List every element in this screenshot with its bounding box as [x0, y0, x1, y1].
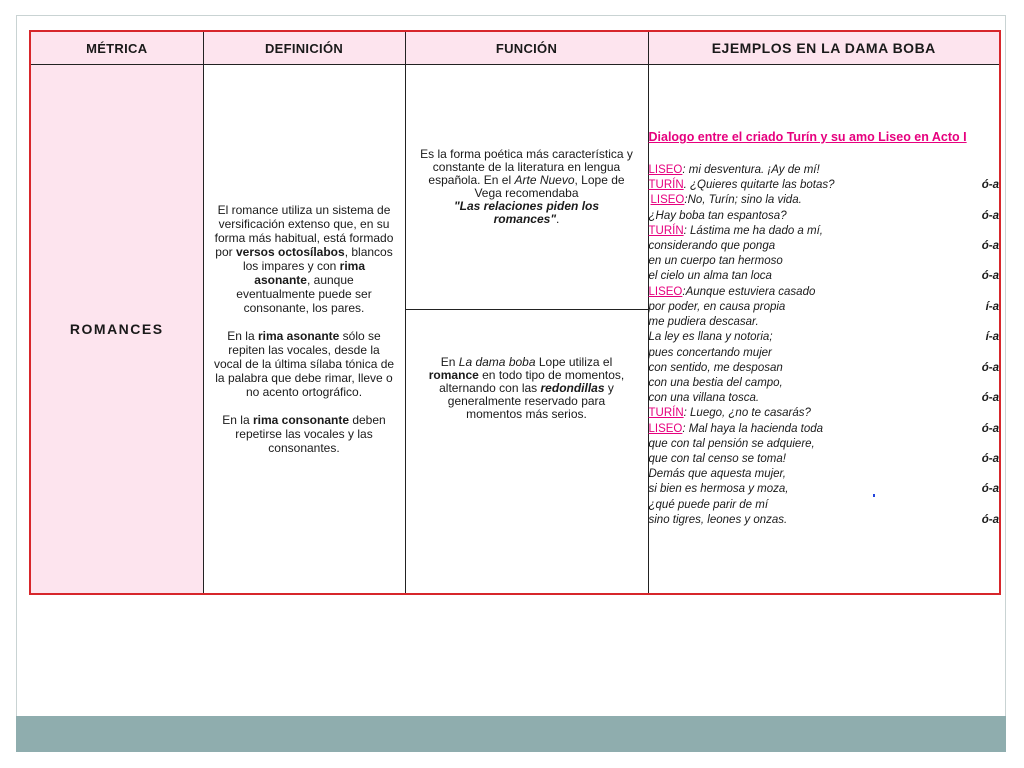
verse-text — [649, 482, 789, 497]
text-segment: redondillas — [540, 381, 605, 395]
header-ejemplos: EJEMPLOS EN LA DAMA BOBA — [648, 31, 1000, 65]
verse-line — [649, 391, 1000, 406]
verse-body: ¿Hay boba tan espantosa? — [648, 209, 787, 222]
speaker-name: LISEO — [648, 164, 683, 177]
funcion-top — [406, 65, 648, 310]
verse-body: si bien es hermosa y moza, — [648, 483, 789, 496]
verse-text — [649, 376, 783, 391]
verse-body: en un cuerpo tan hermoso — [648, 255, 783, 268]
text-segment: romance — [428, 368, 479, 382]
text-segment: deben repetirse las vocales y las consonantes. — [235, 413, 386, 455]
definicion-p3 — [214, 413, 395, 455]
header-definicion: DEFINICIÓN — [203, 31, 405, 65]
header-metrica: MÉTRICA — [30, 31, 203, 65]
verse-line — [649, 300, 1000, 315]
verse-body: ¿qué puede parir de mí — [648, 498, 769, 511]
verse-body: sino tigres, leones y onzas. — [648, 513, 788, 526]
verse-text — [649, 209, 787, 224]
rhyme-marker: ó-a — [981, 209, 999, 222]
rhyme-marker: ó-a — [981, 392, 999, 405]
rhyme-marker: ó-a — [981, 179, 999, 192]
verse-line — [649, 376, 1000, 391]
definicion-p2 — [214, 329, 395, 399]
speaker-name: TURÍN — [648, 179, 684, 192]
verse-text — [649, 300, 786, 315]
ejemplos-title: Dialogo entre el criado Turín y su amo Liseo en Acto I — [648, 130, 967, 145]
speaker-name: TURÍN — [648, 407, 684, 420]
verse-line — [649, 315, 1000, 330]
verse-text — [649, 178, 835, 193]
verse-text — [649, 467, 786, 482]
funcion-bottom-text — [420, 356, 634, 421]
text-segment: Lope utiliza el — [535, 355, 613, 369]
text-segment: rima asonante — [257, 329, 340, 343]
verse-text — [649, 269, 772, 284]
verse-body: . ¿Quieres quitarte las botas? — [683, 179, 835, 192]
romances-table — [29, 30, 1001, 595]
verse-line — [649, 422, 1000, 437]
verse-text — [649, 346, 772, 361]
text-segment: y generalmente reservado para momentos más serios. — [447, 381, 614, 421]
text-segment: Arte Nuevo — [514, 173, 575, 187]
verse-line — [649, 346, 1000, 361]
rhyme-marker: í-a — [985, 300, 999, 313]
verse-body: el cielo un alma tan loca — [648, 270, 772, 283]
text-segment: rima consonante — [252, 413, 349, 427]
verse-text — [649, 330, 773, 345]
verse-text — [649, 498, 769, 513]
text-segment: versos octosílabos — [235, 245, 345, 259]
verse-body: : Luego, ¿no te casarás? — [683, 407, 811, 420]
rhyme-marker: í-a — [985, 331, 999, 344]
verse-body: por poder, en causa propia — [648, 300, 786, 313]
rhyme-marker: ó-a — [981, 452, 999, 465]
rhyme-marker: ó-a — [981, 513, 999, 526]
verse-line — [649, 482, 1000, 497]
verse-line — [649, 437, 1000, 452]
verse-line — [649, 193, 1000, 208]
text-segment: . — [556, 212, 560, 226]
verse-body: con una villana tosca. — [648, 392, 760, 405]
text-segment: En la — [227, 329, 258, 343]
speaker-name: TURÍN — [648, 224, 684, 237]
verse-text — [649, 254, 783, 269]
verse-body: : mi desventura. ¡Ay de mí! — [682, 164, 820, 177]
stray-dot — [873, 494, 875, 497]
metrica-cell: ROMANCES — [30, 65, 203, 595]
funcion-cell — [405, 65, 648, 595]
speaker-name: LISEO — [648, 285, 683, 298]
verse-text — [649, 513, 788, 528]
funcion-bottom — [406, 310, 648, 593]
rhyme-marker: ó-a — [981, 361, 999, 374]
text-segment: En — [440, 355, 459, 369]
verse-text — [649, 285, 816, 300]
verse-text — [649, 406, 811, 421]
verse-text — [649, 361, 783, 376]
verse-body: considerando que ponga — [648, 240, 776, 253]
text-segment: La dama boba — [458, 355, 536, 369]
verse-line — [649, 406, 1000, 421]
verse-line — [649, 178, 1000, 193]
text-segment: sólo se repiten las vocales, desde la vocal de la última sílaba tónica de la palabra que debe rimar, lleve o no acento ortográfico. — [213, 329, 395, 399]
verse-body: : Mal haya la hacienda toda — [682, 422, 824, 435]
funcion-top-text — [420, 148, 634, 226]
verse-line — [649, 209, 1000, 224]
verse-body: con una bestia del campo, — [648, 376, 783, 389]
text-segment: en todo tipo de momentos, alternando con las — [439, 368, 625, 395]
verse-body: :Aunque estuviera casado — [682, 285, 816, 298]
verse-text — [649, 452, 786, 467]
verse-text — [649, 315, 759, 330]
verse-line — [649, 285, 1000, 300]
text-segment: El romance utiliza un sistema de versificación extenso que, en su forma más habitual, está formado por — [214, 203, 394, 259]
text-segment: , blancos los impares y con — [242, 245, 393, 273]
verse-body: que con tal pensión se adquiere, — [648, 437, 815, 450]
verse-line — [649, 163, 1000, 178]
header-funcion: FUNCIÓN — [405, 31, 648, 65]
verse-line — [649, 269, 1000, 284]
verse-line — [649, 513, 1000, 528]
verse-line — [649, 361, 1000, 376]
verse-body: :No, Turín; sino la vida. — [684, 194, 802, 207]
definicion-cell — [203, 65, 405, 595]
verse-text — [649, 391, 760, 406]
ejemplos-cell — [648, 65, 1000, 595]
verse-body: con sentido, me desposan — [648, 361, 783, 374]
text-segment: , aunque eventualmente puede ser consonante, los pares. — [236, 273, 372, 315]
verse-text — [649, 437, 815, 452]
verse-line — [649, 224, 1000, 239]
romances-row — [30, 65, 1000, 595]
verse-line — [649, 467, 1000, 482]
speaker-name: LISEO — [648, 422, 683, 435]
verse-line — [649, 498, 1000, 513]
verse-line — [649, 452, 1000, 467]
verse-line — [649, 239, 1000, 254]
text-segment: "Las relaciones piden los romances" — [453, 199, 600, 226]
verse-text — [649, 239, 776, 254]
rhyme-marker: ó-a — [981, 240, 999, 253]
verse-body: que con tal censo se toma! — [648, 452, 786, 465]
verse-list — [649, 163, 1000, 528]
definicion-p1 — [214, 203, 395, 315]
verse-text — [649, 224, 824, 239]
verse-text — [649, 163, 820, 178]
rhyme-marker: ó-a — [981, 483, 999, 496]
verse-body: pues concertando mujer — [648, 346, 772, 359]
rhyme-marker: ó-a — [981, 270, 999, 283]
verse-body: me pudiera descasar. — [648, 316, 759, 329]
verse-line — [649, 254, 1000, 269]
text-segment: En la — [222, 413, 253, 427]
verse-body: Demás que aquesta mujer, — [648, 468, 786, 481]
speaker-name: LISEO — [650, 194, 685, 207]
verse-body: : Lástima me ha dado a mí, — [683, 224, 823, 237]
text-segment: rima asonante — [254, 259, 366, 287]
verse-text — [649, 422, 824, 437]
verse-body: La ley es llana y notoria; — [648, 331, 773, 344]
footer-bar — [16, 716, 1006, 752]
text-segment: Es la forma poética más característica y constante de la literatura en lengua española. En el — [420, 147, 633, 187]
text-segment: , Lope de Vega recomendaba — [474, 173, 625, 200]
verse-line — [649, 330, 1000, 345]
rhyme-marker: ó-a — [981, 422, 999, 435]
header-row — [30, 31, 1000, 65]
verse-text — [649, 193, 802, 208]
